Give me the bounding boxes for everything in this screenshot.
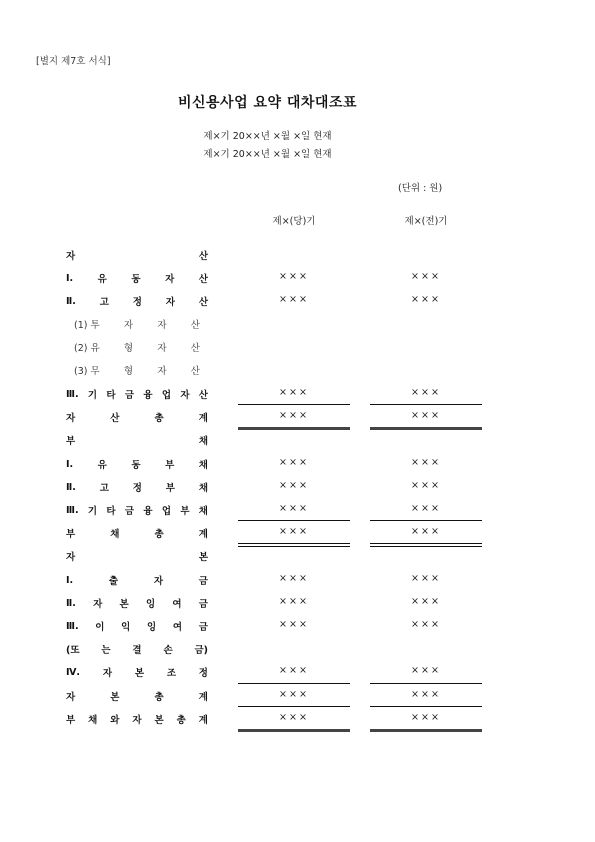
total-double-underline (370, 543, 482, 547)
label-glyph: 총 (154, 692, 164, 703)
label-glyph: 결 (132, 645, 142, 656)
label-glyph: 형 (123, 343, 134, 354)
form-number-tag: [별지 제7호 서식] (36, 56, 111, 67)
value-total-capital-current: ××× (279, 689, 309, 700)
row-label-retained-earnings (66, 619, 208, 633)
label-glyph: Ⅲ. (66, 620, 79, 632)
label-glyph: 여 (172, 599, 182, 610)
label-glyph: 자 (165, 274, 175, 285)
label-glyph: 출 (108, 576, 119, 587)
label-glyph: 조 (166, 668, 176, 679)
value-fixed-assets-current: ××× (279, 294, 309, 305)
label-glyph: 부 (165, 460, 175, 471)
label-glyph: 여 (172, 622, 183, 633)
label-glyph: (3) 무 (74, 366, 100, 377)
label-glyph: 산 (190, 320, 200, 331)
label-glyph: 금 (124, 506, 135, 517)
label-glyph: 자 (102, 668, 113, 679)
label-glyph: Ⅰ. (66, 574, 74, 586)
label-glyph: (2) 유 (74, 343, 100, 354)
value-total-liabilities-and-capital-previous: ××× (411, 712, 441, 723)
label-glyph: 채 (198, 460, 208, 471)
label-glyph: 융 (143, 506, 153, 517)
label-glyph: 자 (66, 552, 76, 563)
value-total-liabilities-current: ××× (279, 526, 309, 537)
label-glyph: 산 (110, 413, 120, 424)
label-glyph: 부 (66, 436, 76, 447)
value-fixed-liabilities-current: ××× (279, 480, 309, 491)
label-glyph: 산 (190, 343, 200, 354)
row-label-total-assets (66, 410, 208, 424)
label-glyph: 자 (157, 320, 167, 331)
value-contributed-capital-current: ××× (279, 573, 309, 584)
sum-line (238, 520, 350, 521)
label-glyph: 금 (124, 390, 135, 401)
value-total-assets-current: ××× (279, 410, 309, 421)
label-glyph: 본 (119, 599, 129, 610)
label-glyph: 계 (198, 692, 208, 703)
value-total-liabilities-and-capital-current: ××× (279, 712, 309, 723)
row-label-tangible-assets (74, 340, 200, 354)
label-glyph: 채 (198, 506, 208, 517)
label-glyph: 산 (198, 274, 208, 285)
value-retained-earnings-previous: ××× (411, 619, 441, 630)
label-glyph: 정 (132, 483, 142, 494)
value-capital-adjustment-previous: ××× (411, 665, 441, 676)
row-label-fixed-assets (66, 294, 208, 308)
row-label-capital-adjustment (66, 665, 208, 679)
label-glyph: 자 (66, 692, 76, 703)
label-glyph: 기 (87, 506, 98, 517)
label-glyph: 자 (93, 599, 103, 610)
column-header-previous: 제×(전)기 (404, 216, 448, 227)
sum-line (238, 683, 350, 684)
sum-line (238, 404, 350, 405)
label-glyph: 동 (131, 274, 141, 285)
label-glyph: 자 (157, 343, 167, 354)
label-glyph: 고 (99, 483, 109, 494)
value-current-liabilities-previous: ××× (411, 457, 441, 468)
sum-line (238, 706, 350, 707)
label-glyph: 동 (131, 460, 141, 471)
label-glyph: Ⅱ. (66, 481, 76, 493)
label-glyph: 본 (154, 715, 164, 726)
label-glyph: 본 (110, 692, 120, 703)
label-glyph: 부 (66, 529, 76, 540)
row-label-contributed-capital (66, 573, 208, 587)
value-total-capital-previous: ××× (411, 689, 441, 700)
liabilities-heading (66, 433, 208, 447)
value-capital-adjustment-current: ××× (279, 665, 309, 676)
period-current: 제×기 20××년 ×월 ×일 현재 (203, 131, 332, 142)
label-glyph: 산 (198, 251, 208, 262)
label-glyph: 유 (97, 460, 107, 471)
label-glyph: Ⅳ. (66, 666, 81, 678)
label-glyph: Ⅲ. (66, 388, 79, 400)
label-glyph: 계 (198, 715, 208, 726)
label-glyph: (또 (66, 645, 80, 656)
sum-line (370, 404, 482, 405)
label-glyph: 형 (123, 366, 134, 377)
value-capital-surplus-current: ××× (279, 596, 309, 607)
label-glyph: 는 (101, 645, 111, 656)
label-glyph: 본 (134, 668, 145, 679)
value-other-financial-liabilities-current: ××× (279, 503, 309, 514)
row-label-other-financial-liabilities (66, 503, 208, 517)
assets-heading (66, 248, 208, 262)
sum-line (370, 520, 482, 521)
label-glyph: 금) (194, 645, 208, 656)
label-glyph: 정 (132, 297, 142, 308)
sum-line (370, 706, 482, 707)
value-total-liabilities-previous: ××× (411, 526, 441, 537)
label-glyph: 잉 (147, 622, 157, 633)
label-glyph: 와 (110, 715, 120, 726)
unit-label: (단위 : 원) (398, 183, 443, 194)
row-label-total-liabilities (66, 526, 208, 540)
label-glyph: 유 (97, 274, 107, 285)
label-glyph: 총 (176, 715, 186, 726)
label-glyph: 자 (153, 576, 164, 587)
label-glyph: 금 (198, 622, 208, 633)
label-glyph: Ⅱ. (66, 295, 76, 307)
label-glyph: 익 (121, 622, 131, 633)
label-glyph: 이 (95, 622, 105, 633)
grand-total-underline (370, 729, 482, 732)
column-header-current: 제×(당)기 (272, 216, 316, 227)
value-current-assets-current: ××× (279, 271, 309, 282)
label-glyph: 계 (198, 529, 208, 540)
label-glyph: 산 (190, 366, 200, 377)
value-total-assets-previous: ××× (411, 410, 441, 421)
label-glyph: Ⅲ. (66, 504, 79, 516)
value-other-financial-assets-previous: ××× (411, 387, 441, 398)
row-label-current-assets (66, 271, 208, 285)
label-glyph: 금 (198, 576, 208, 587)
row-label-investment-assets (74, 317, 200, 331)
label-glyph: 업 (161, 390, 172, 401)
label-glyph: 본 (198, 552, 208, 563)
document-title: 비신용사업 요약 대차대조표 (177, 95, 358, 111)
label-glyph: 자 (66, 413, 76, 424)
row-label-total-liabilities-and-capital (66, 712, 208, 726)
label-glyph: 채 (198, 483, 208, 494)
label-glyph: 자 (123, 320, 134, 331)
label-glyph: 업 (161, 506, 172, 517)
total-double-underline (238, 543, 350, 547)
row-label-current-liabilities (66, 457, 208, 471)
label-glyph: 타 (106, 506, 116, 517)
label-glyph: 자 (165, 297, 175, 308)
value-retained-earnings-current: ××× (279, 619, 309, 630)
label-glyph: Ⅰ. (66, 272, 74, 284)
label-glyph: 기 (87, 390, 98, 401)
label-glyph: 타 (106, 390, 116, 401)
label-glyph: 손 (163, 645, 173, 656)
row-label-total-capital (66, 689, 208, 703)
value-fixed-assets-previous: ××× (411, 294, 441, 305)
total-underline (238, 427, 350, 430)
label-glyph: 채 (198, 436, 208, 447)
label-glyph: 산 (198, 297, 208, 308)
label-glyph: 융 (143, 390, 153, 401)
row-label-capital-surplus (66, 596, 208, 610)
label-glyph: 채 (110, 529, 120, 540)
label-glyph: 자 (157, 366, 167, 377)
value-current-liabilities-current: ××× (279, 457, 309, 468)
label-glyph: 자 (180, 390, 190, 401)
label-glyph: Ⅰ. (66, 458, 74, 470)
sum-line (370, 683, 482, 684)
row-label-other-financial-assets (66, 387, 208, 401)
label-glyph: Ⅱ. (66, 597, 76, 609)
label-glyph: 금 (198, 599, 208, 610)
row-label-fixed-liabilities (66, 480, 208, 494)
label-glyph: 정 (198, 668, 208, 679)
period-previous: 제×기 20××년 ×월 ×일 현재 (203, 149, 332, 160)
value-fixed-liabilities-previous: ××× (411, 480, 441, 491)
row-label-or-deficit (66, 642, 208, 656)
label-glyph: 총 (154, 529, 164, 540)
value-current-assets-previous: ××× (411, 271, 441, 282)
value-other-financial-liabilities-previous: ××× (411, 503, 441, 514)
label-glyph: 부 (165, 483, 175, 494)
label-glyph: 산 (198, 390, 208, 401)
label-glyph: 잉 (145, 599, 156, 610)
label-glyph: (1) 투 (74, 320, 100, 331)
label-glyph: 부 (66, 715, 76, 726)
total-underline (370, 427, 482, 430)
value-capital-surplus-previous: ××× (411, 596, 441, 607)
label-glyph: 부 (180, 506, 190, 517)
value-other-financial-assets-current: ××× (279, 387, 309, 398)
label-glyph: 자 (66, 251, 76, 262)
value-contributed-capital-previous: ××× (411, 573, 441, 584)
label-glyph: 총 (154, 413, 164, 424)
grand-total-underline (238, 729, 350, 732)
capital-heading (66, 549, 208, 563)
row-label-intangible-assets (74, 363, 200, 377)
label-glyph: 계 (198, 413, 208, 424)
label-glyph: 고 (99, 297, 109, 308)
label-glyph: 채 (88, 715, 98, 726)
label-glyph: 자 (132, 715, 142, 726)
